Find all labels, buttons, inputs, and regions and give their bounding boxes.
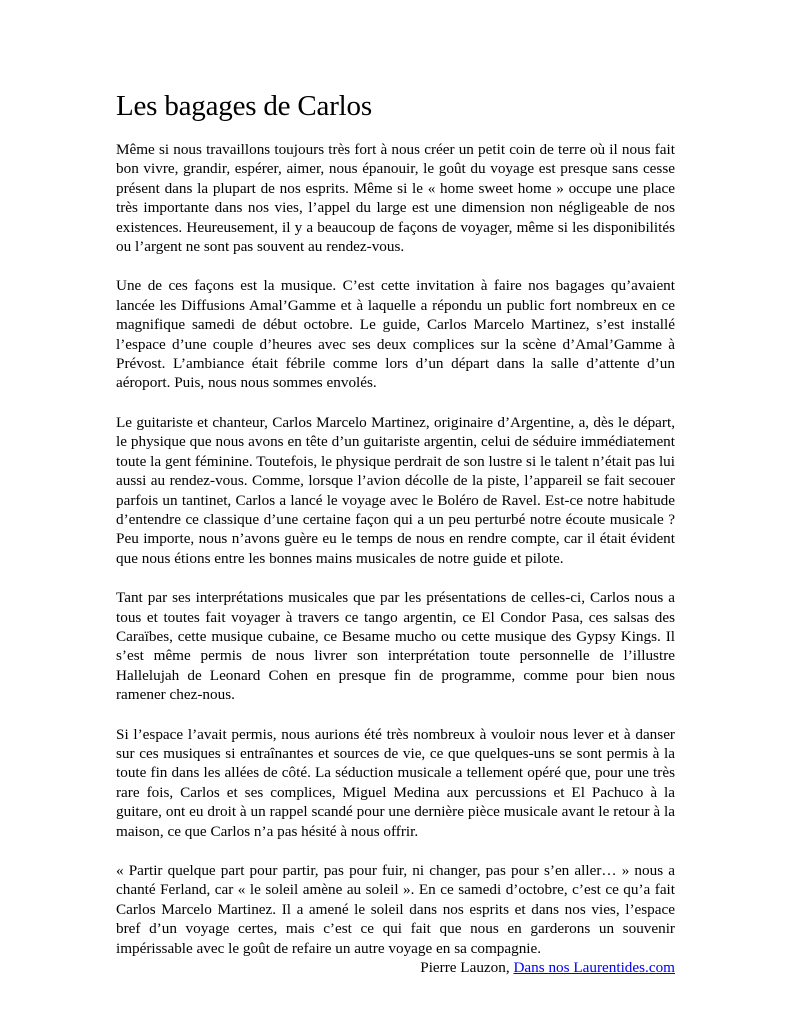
article-paragraph-4: Tant par ses interprétations musicales que par les présentations de celles-ci, Carlos nous a tous et toutes fait voyager à travers ce tango argentin, ce El Condor Pasa, ces salsas des Caraïbes, cette musique cubaine, ce Besame mucho ou cette musique des Gypsy Kings. Il s’est même permis de nous livrer son interprétation toute personnelle de l’illustre Hallelujah de Leonard Cohen en presque fin de programme, comme pour bien nous ramener chez-nous.: [116, 589, 675, 704]
article-title: Les bagages de Carlos: [116, 90, 372, 122]
article-paragraph-6: « Partir quelque part pour partir, pas pour fuir, ni changer, pas pour s’en aller… » nous a chanté Ferland, car « le soleil amène au soleil ». En ce samedi d’octobre, c’est ce qu’a fait Carlos Marcelo Martinez. Il a amené le soleil dans nos esprits et dans nos vies, l’espace bref d’un voyage certes, mais c’est ce qui fait que nous en garderons un souvenir impérissable avec le goût de refaire un autre voyage en sa compagnie.: [116, 862, 675, 957]
source-link[interactable]: Dans nos Laurentides.com: [513, 959, 675, 977]
signature: [116, 958, 675, 977]
article: [116, 88, 675, 977]
article-paragraph-1: Même si nous travaillons toujours très fort à nous créer un petit coin de terre où il nous fait bon vivre, grandir, espérer, aimer, nous épanouir, le goût du voyage est presque sans cesse présent dans la plupart de nos esprits. Même si le « home sweet home » occupe une place très importante dans nos vies, l’appel du large est une dimension non négligeable de nos existences. Heureusement, il y a beaucoup de façons de voyager, même si les disponibilités ou l’argent ne sont pas souvent au rendez-vous.: [116, 141, 675, 256]
article-paragraph-2: Une de ces façons est la musique. C’est cette invitation à faire nos bagages qu’avaient lancée les Diffusions Amal’Gamme et à laquelle a répondu un public fort nombreux en ce magnifique samedi de début octobre. Le guide, Carlos Marcelo Martinez, s’est installé l’espace d’une couple d’heures avec ses deux complices sur la scène d’Amal’Gamme à Prévost. L’ambiance était fébrile comme lors d’un départ dans la salle d’attente d’un aéroport. Puis, nous nous sommes envolés.: [116, 277, 675, 392]
author-name: Pierre Lauzon,: [420, 959, 514, 977]
article-paragraph-5: Si l’espace l’avait permis, nous aurions été très nombreux à vouloir nous lever et à danser sur ces musiques si entraînantes et sources de vie, ce que quelques-uns se sont permis à la toute fin dans les allées de côté. La séduction musicale a tellement opéré que, pour une très rare fois, Carlos et ses complices, Miguel Medina aux percussions et El Pachuco à la guitare, ont eu droit à un rappel scandé pour une dernière pièce musicale avant le retour à la maison, ce que Carlos n’a pas hésité à nous offrir.: [116, 725, 675, 840]
article-paragraph-3: Le guitariste et chanteur, Carlos Marcelo Martinez, originaire d’Argentine, a, dès le départ, le physique que nous avons en tête d’un guitariste argentin, celui de séduire immédiatement toute la gent féminine. Toutefois, le physique perdrait de son lustre si le talent n’était pas lui aussi au rendez-vous. Comme, lorsque l’avion décolle de la piste, l’appareil se fait secouer parfois un tantinet, Carlos a lancé le voyage avec le Boléro de Ravel. Est-ce notre habitude d’entendre ce classique d’une certaine façon qui a un peu perturbé notre écoute musicale ? Peu importe, nous n’avons guère eu le temps de nous en rendre compte, car il était évident que nous étions entre les bonnes mains musicales de notre guide et pilote.: [116, 413, 675, 567]
